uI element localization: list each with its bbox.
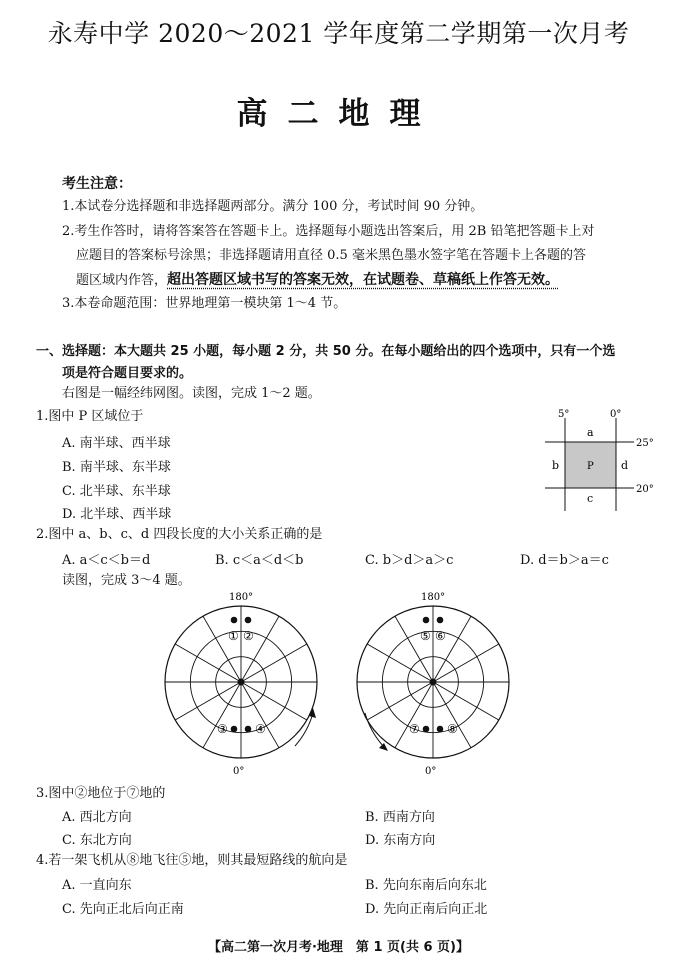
q4-option-d: D. 先向正南后向正北 <box>365 902 488 917</box>
note-2-line-3 <box>76 270 559 291</box>
q3-option-a: A. 西北方向 <box>62 810 132 825</box>
right-meridian-line <box>433 682 499 720</box>
point-4-label: ④ <box>255 722 266 736</box>
q1-option-d: D. 北半球、西半球 <box>62 507 172 522</box>
lat-label-top: 25° <box>636 438 654 449</box>
dot-6 <box>437 617 444 624</box>
rotation-arrowhead-right <box>379 743 388 751</box>
q4-stem: 4.若一架飞机从⑧地飞往⑤地，则其最短路线的航向是 <box>36 853 348 868</box>
label-d: d <box>621 459 629 472</box>
point-2-label: ② <box>243 629 254 643</box>
left-pole-dot <box>238 679 245 686</box>
right-meridian-line <box>433 644 499 682</box>
intro-q1-2: 右图是一幅经纬网图。读图，完成 1～2 题。 <box>62 386 321 401</box>
dot-2 <box>245 617 252 624</box>
lon-label-left: 5° <box>558 409 570 420</box>
dot-4 <box>245 726 252 733</box>
q2-option-a: A. a＜c＜b＝d <box>62 553 151 568</box>
label-p: P <box>587 461 594 472</box>
q2-stem: 2.图中 a、b、c、d 四段长度的大小关系正确的是 <box>36 527 323 542</box>
point-3-label: ③ <box>217 722 228 736</box>
left-meridian-line <box>203 682 241 748</box>
polar-map-right <box>357 606 509 758</box>
note-2-emphasis: 超出答题区域书写的答案无效，在试题卷、草稿纸上作答无效。 <box>167 272 560 288</box>
right-top-label: 180° <box>421 592 446 603</box>
label-a: a <box>587 426 594 439</box>
point-1-label: ① <box>228 629 239 643</box>
dot-7 <box>423 726 430 733</box>
q3-stem: 3.图中②地位于⑦地的 <box>36 786 166 801</box>
right-meridian-line <box>367 682 433 720</box>
polar-map-left <box>165 606 317 758</box>
q1-stem: 1.图中 P 区域位于 <box>36 409 144 424</box>
point-7-label: ⑦ <box>409 722 420 736</box>
q1-option-b: B. 南半球、东半球 <box>62 460 171 475</box>
lat-label-bottom: 20° <box>636 484 654 495</box>
right-bottom-label: 0° <box>425 766 437 777</box>
note-2-line-1: 2.考生作答时，请将答案答在答题卡上。选择题每小题选出答案后，用 2B 铅笔把答题卡上对 <box>62 224 595 239</box>
point-6-label: ⑥ <box>435 629 446 643</box>
q2-option-d: D. d＝b＞a＝c <box>520 553 609 568</box>
section-heading-line-1: 一、选择题：本大题共 25 小题，每小题 2 分，共 50 分。在每小题给出的四个选项中，只有一个选 <box>36 344 616 359</box>
right-pole-dot <box>430 679 437 686</box>
right-meridian-line <box>395 682 433 748</box>
label-c: c <box>587 492 594 505</box>
q4-option-c: C. 先向正北后向正南 <box>62 902 184 917</box>
left-meridian-line <box>175 644 241 682</box>
q2-option-b: B. c＜a＜d＜b <box>215 553 304 568</box>
left-top-label: 180° <box>229 592 254 603</box>
note-1: 1.本试卷分选择题和非选择题两部分。满分 100 分，考试时间 90 分钟。 <box>62 199 484 214</box>
section-heading-line-2: 项是符合题目要求的。 <box>62 366 193 381</box>
left-meridian-line <box>175 682 241 720</box>
notes-heading: 考生注意： <box>62 176 132 192</box>
q2-option-c: C. b＞d＞a＞c <box>365 553 454 568</box>
dot-3 <box>231 726 238 733</box>
left-meridian-line <box>241 682 279 748</box>
lat-lon-grid-figure <box>530 405 665 515</box>
subject-title: 高二地理 <box>236 96 441 132</box>
left-bottom-label: 0° <box>233 766 245 777</box>
left-meridian-line <box>203 616 241 682</box>
exam-title: 永寿中学 2020～2021 学年度第二学期第一次月考 <box>47 19 630 48</box>
right-meridian-line <box>367 644 433 682</box>
polar-projection-figure <box>155 588 525 778</box>
dot-8 <box>437 726 444 733</box>
lon-label-right: 0° <box>610 409 622 420</box>
label-b: b <box>552 459 560 472</box>
right-meridian-line <box>395 616 433 682</box>
left-meridian-line <box>241 616 279 682</box>
note-2-line-2: 应题目的答案标号涂黑；非选择题请用直径 0.5 毫米黑色墨水签字笔在答题卡上各题的答 <box>76 248 586 263</box>
note-3: 3.本卷命题范围：世界地理第一模块第 1～4 节。 <box>62 296 347 311</box>
dot-1 <box>231 617 238 624</box>
dot-5 <box>423 617 430 624</box>
q4-option-a: A. 一直向东 <box>62 878 132 893</box>
q1-option-c: C. 北半球、东半球 <box>62 484 171 499</box>
point-5-label: ⑤ <box>420 629 431 643</box>
left-meridian-line <box>241 644 307 682</box>
q4-option-b: B. 先向东南后向东北 <box>365 878 487 893</box>
note-2-text: 题区域内作答， <box>76 273 168 288</box>
left-meridian-line <box>241 682 307 720</box>
q1-option-a: A. 南半球、西半球 <box>62 436 171 451</box>
q3-option-d: D. 东南方向 <box>365 833 436 848</box>
q3-option-b: B. 西南方向 <box>365 810 435 825</box>
q3-option-c: C. 东北方向 <box>62 833 132 848</box>
page-footer: 【高二第一次月考·地理 第 1 页(共 6 页)】 <box>207 940 470 955</box>
right-meridian-line <box>433 616 471 682</box>
intro-q3-4: 读图，完成 3～4 题。 <box>62 573 191 588</box>
right-meridian-line <box>433 682 471 748</box>
point-8-label: ⑧ <box>447 722 458 736</box>
